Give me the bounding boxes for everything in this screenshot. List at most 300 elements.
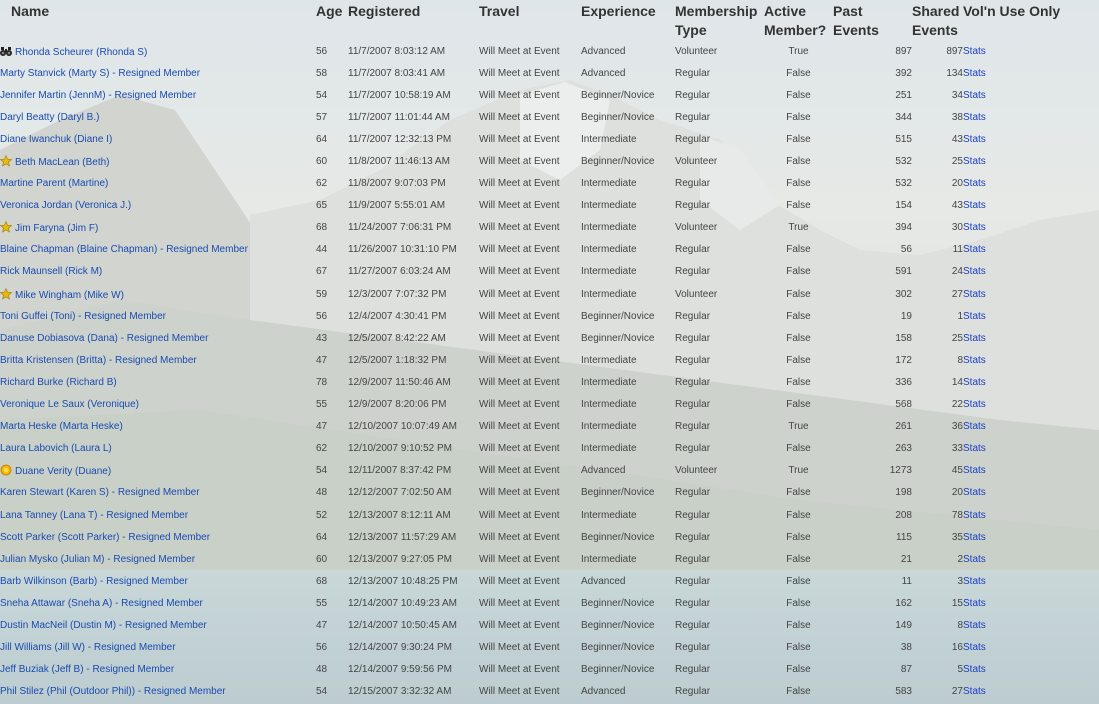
past-events-cell: 336 [895, 376, 912, 388]
header-row [0, 0, 1099, 40]
age-cell: 54 [316, 465, 328, 477]
stats-cell [963, 327, 1099, 349]
active-member-cell: False [786, 156, 811, 168]
stats-cell [963, 637, 1099, 659]
stats-link[interactable]: Stats [963, 376, 986, 388]
member-name-link[interactable]: Beth MacLean (Beth) [15, 157, 110, 169]
age-cell: 68 [316, 222, 328, 234]
experience-cell: Beginner/Novice [581, 531, 655, 543]
shared-events-cell: 11 [952, 244, 963, 256]
shared-events-cell: 43 [951, 200, 963, 212]
age-cell: 58 [316, 67, 328, 79]
member-name-link[interactable]: Diane Iwanchuk (Diane I) [0, 133, 113, 145]
table-row [0, 283, 1099, 305]
stats-cell [963, 217, 1099, 239]
membership-type-cell: Volunteer [675, 156, 718, 168]
member-name-link[interactable]: Richard Burke (Richard B) [0, 376, 117, 388]
registered-cell: 12/11/2007 8:37:42 PM [348, 465, 452, 477]
active-member-cell: False [786, 310, 811, 322]
stats-cell [963, 659, 1099, 681]
age-cell: 43 [316, 332, 328, 344]
age-cell: 54 [316, 89, 328, 101]
travel-cell: Will Meet at Event [479, 222, 560, 234]
table-row [0, 614, 1099, 636]
stats-link[interactable]: Stats [963, 664, 986, 676]
travel-cell: Will Meet at Event [479, 509, 560, 521]
shared-events-cell: 8 [957, 354, 963, 366]
active-member-cell: False [786, 642, 811, 654]
member-name-link[interactable]: Jeff Buziak (Jeff B) - Resigned Member [0, 664, 175, 676]
name-cell [0, 150, 316, 172]
stats-cell [963, 482, 1099, 504]
member-name-link[interactable]: Karen Stewart (Karen S) - Resigned Member [0, 487, 200, 499]
member-name-link[interactable]: Veronica Jordan (Veronica J.) [0, 200, 132, 212]
age-cell: 62 [316, 178, 328, 190]
member-name-link[interactable]: Blaine Chapman (Blaine Chapman) - Resigned Member [0, 244, 248, 256]
stats-cell [963, 438, 1099, 460]
shared-events-cell: 33 [951, 443, 963, 455]
name-cell [0, 173, 316, 195]
active-member-cell: False [786, 354, 811, 366]
stats-cell [963, 614, 1099, 636]
travel-cell: Will Meet at Event [479, 619, 560, 631]
shared-events-cell: 20 [951, 178, 963, 190]
table-row [0, 460, 1099, 482]
active-member-cell: False [786, 133, 811, 145]
past-events-cell: 19 [900, 310, 912, 322]
stats-link[interactable]: Stats [963, 531, 986, 543]
stats-link[interactable]: Stats [963, 642, 986, 654]
active-member-cell: False [786, 597, 811, 609]
membership-type-cell: Regular [675, 575, 711, 587]
travel-cell: Will Meet at Event [479, 597, 560, 609]
age-cell: 56 [316, 642, 328, 654]
name-cell [0, 349, 316, 371]
registered-cell: 12/5/2007 1:18:32 PM [348, 354, 447, 366]
stats-cell [963, 349, 1099, 371]
name-cell [0, 84, 316, 106]
past-events-cell: 263 [895, 443, 912, 455]
member-name-link[interactable]: Duane Verity (Duane) [15, 466, 112, 478]
name-cell [0, 261, 316, 283]
stats-link[interactable]: Stats [963, 266, 986, 278]
shared-events-cell: 27 [951, 686, 963, 698]
membership-type-cell: Regular [675, 332, 711, 344]
active-member-cell: False [786, 619, 811, 631]
table-row [0, 40, 1099, 62]
name-cell [0, 504, 316, 526]
member-name-link[interactable]: Toni Guffei (Toni) - Resigned Member [0, 310, 166, 322]
table-row [0, 371, 1099, 393]
travel-cell: Will Meet at Event [479, 266, 560, 278]
table-row [0, 592, 1099, 614]
stats-link[interactable]: Stats [963, 575, 986, 587]
table-row [0, 504, 1099, 526]
member-name-link[interactable]: Martine Parent (Martine) [0, 178, 109, 190]
shared-events-cell: 38 [951, 111, 963, 123]
travel-cell: Will Meet at Event [479, 642, 560, 654]
membership-type-cell: Volunteer [675, 222, 718, 234]
header-registered[interactable]: Registered [348, 3, 421, 19]
registered-cell: 12/12/2007 7:02:50 AM [348, 487, 452, 499]
active-member-cell: False [786, 686, 811, 698]
shared-events-cell: 1 [957, 310, 963, 322]
header-past-events[interactable]: Past Events [833, 3, 879, 38]
active-member-cell: False [786, 288, 811, 300]
stats-link[interactable]: Stats [963, 354, 986, 366]
stats-cell [963, 526, 1099, 548]
experience-cell: Intermediate [581, 421, 637, 433]
active-member-cell: False [786, 200, 811, 212]
past-events-cell: 87 [900, 664, 912, 676]
member-name-link[interactable]: Laura Labovich (Laura L) [0, 443, 112, 455]
past-events-cell: 583 [895, 686, 912, 698]
name-cell [0, 305, 316, 327]
shared-events-cell: 35 [951, 531, 963, 543]
member-name-link[interactable]: Rick Maunsell (Rick M) [0, 266, 103, 278]
member-name-link[interactable]: Barb Wilkinson (Barb) - Resigned Member [0, 575, 188, 587]
travel-cell: Will Meet at Event [479, 111, 560, 123]
binoculars-icon [0, 45, 12, 57]
travel-cell: Will Meet at Event [479, 421, 560, 433]
past-events-cell: 302 [895, 288, 912, 300]
active-member-cell: False [786, 575, 811, 587]
stats-link[interactable]: Stats [963, 89, 986, 101]
table-row [0, 305, 1099, 327]
active-member-cell: False [786, 67, 811, 79]
table-row [0, 349, 1099, 371]
active-member-cell: True [788, 222, 809, 234]
shared-events-cell: 25 [951, 156, 963, 168]
stats-link[interactable]: Stats [963, 111, 986, 123]
active-member-cell: True [788, 465, 809, 477]
active-member-cell: False [786, 89, 811, 101]
member-name-link[interactable]: Marty Stanvick (Marty S) - Resigned Member [0, 67, 201, 79]
past-events-cell: 532 [895, 156, 912, 168]
stats-cell [963, 84, 1099, 106]
name-cell [0, 614, 316, 636]
header-active-member[interactable]: Active Member? [764, 3, 827, 38]
stats-link[interactable]: Stats [963, 487, 986, 499]
table-row [0, 637, 1099, 659]
experience-cell: Beginner/Novice [581, 487, 655, 499]
active-member-cell: False [786, 178, 811, 190]
travel-cell: Will Meet at Event [479, 553, 560, 565]
travel-cell: Will Meet at Event [479, 376, 560, 388]
stats-link[interactable]: Stats [963, 509, 986, 521]
age-cell: 62 [316, 443, 328, 455]
past-events-cell: 198 [895, 487, 912, 499]
age-cell: 59 [316, 288, 328, 300]
past-events-cell: 344 [895, 111, 912, 123]
member-name-link[interactable]: Jill Williams (Jill W) - Resigned Member [0, 642, 176, 654]
shared-events-cell: 30 [951, 222, 963, 234]
name-cell [0, 416, 316, 438]
name-cell [0, 40, 316, 62]
age-cell: 64 [316, 531, 328, 543]
stats-link[interactable]: Stats [963, 45, 986, 57]
stats-link[interactable]: Stats [963, 200, 986, 212]
age-cell: 60 [316, 553, 328, 565]
table-row [0, 106, 1099, 128]
experience-cell: Intermediate [581, 266, 637, 278]
member-name-link[interactable]: Lana Tanney (Lana T) - Resigned Member [0, 509, 189, 521]
registered-cell: 12/9/2007 11:50:46 AM [348, 376, 451, 388]
age-cell: 64 [316, 133, 328, 145]
stats-cell [963, 371, 1099, 393]
stats-link[interactable]: Stats [963, 67, 986, 79]
shared-events-cell: 20 [951, 487, 963, 499]
membership-type-cell: Regular [675, 399, 711, 411]
stats-cell [963, 548, 1099, 570]
table-row [0, 239, 1099, 261]
membership-type-cell: Volunteer [675, 288, 718, 300]
experience-cell: Advanced [581, 575, 626, 587]
stats-link[interactable]: Stats [963, 332, 986, 344]
stats-link[interactable]: Stats [963, 619, 986, 631]
membership-type-cell: Regular [675, 553, 711, 565]
header-experience[interactable]: Experience [581, 3, 656, 19]
experience-cell: Intermediate [581, 244, 637, 256]
past-events-cell: 56 [900, 244, 912, 256]
star-icon [0, 288, 12, 300]
registered-cell: 12/15/2007 3:32:32 AM [348, 686, 452, 698]
stats-link[interactable]: Stats [963, 244, 986, 256]
past-events-cell: 149 [895, 619, 912, 631]
table-row [0, 526, 1099, 548]
table-row [0, 416, 1099, 438]
member-name-link[interactable]: Julian Mysko (Julian M) - Resigned Member [0, 553, 196, 565]
active-member-cell: False [786, 443, 811, 455]
name-cell [0, 106, 316, 128]
shared-events-cell: 5 [957, 664, 963, 676]
stats-link[interactable]: Stats [963, 553, 986, 565]
table-row [0, 150, 1099, 172]
header-vol-use-only[interactable]: Vol'n Use Only [963, 3, 1061, 19]
registered-cell: 11/7/2007 8:03:41 AM [348, 67, 446, 79]
membership-type-cell: Volunteer [675, 465, 718, 477]
stats-cell [963, 239, 1099, 261]
stats-link[interactable]: Stats [963, 686, 986, 698]
experience-cell: Beginner/Novice [581, 89, 655, 101]
active-member-cell: False [786, 376, 811, 388]
name-cell [0, 460, 316, 482]
stats-link[interactable]: Stats [963, 178, 986, 190]
past-events-cell: 392 [895, 67, 912, 79]
stats-link[interactable]: Stats [963, 310, 986, 322]
age-cell: 54 [316, 686, 328, 698]
experience-cell: Advanced [581, 67, 626, 79]
shared-events-cell: 8 [957, 619, 963, 631]
experience-cell: Beginner/Novice [581, 664, 655, 676]
past-events-cell: 11 [901, 575, 912, 587]
membership-type-cell: Regular [675, 89, 711, 101]
age-cell: 60 [316, 156, 328, 168]
registered-cell: 12/10/2007 10:07:49 AM [348, 421, 457, 433]
travel-cell: Will Meet at Event [479, 332, 560, 344]
registered-cell: 12/13/2007 11:57:29 AM [348, 531, 457, 543]
table-row [0, 570, 1099, 592]
name-cell [0, 681, 316, 703]
registered-cell: 12/13/2007 9:27:05 PM [348, 553, 452, 565]
table-body [0, 40, 1099, 703]
member-name-link[interactable]: Marta Heske (Marta Heske) [0, 421, 123, 433]
stats-link[interactable]: Stats [963, 133, 986, 145]
past-events-cell: 515 [895, 133, 912, 145]
age-cell: 47 [316, 354, 328, 366]
registered-cell: 11/7/2007 12:32:13 PM [348, 133, 452, 145]
membership-type-cell: Regular [675, 642, 711, 654]
stats-cell [963, 460, 1099, 482]
shared-events-cell: 2 [957, 553, 963, 565]
name-cell [0, 570, 316, 592]
name-cell [0, 592, 316, 614]
age-cell: 67 [316, 266, 328, 278]
name-cell [0, 371, 316, 393]
membership-type-cell: Regular [675, 421, 711, 433]
name-cell [0, 62, 316, 84]
age-cell: 55 [316, 399, 328, 411]
shared-events-cell: 3 [957, 575, 963, 587]
experience-cell: Intermediate [581, 553, 637, 565]
star-icon [0, 221, 12, 233]
active-member-cell: False [786, 509, 811, 521]
registered-cell: 12/13/2007 8:12:11 AM [348, 509, 451, 521]
header-age[interactable]: Age [316, 3, 343, 19]
shared-events-cell: 24 [951, 266, 963, 278]
stats-link[interactable]: Stats [963, 222, 986, 234]
stats-cell [963, 195, 1099, 217]
past-events-cell: 261 [895, 421, 912, 433]
past-events-cell: 251 [895, 89, 912, 101]
past-events-cell: 897 [895, 45, 912, 57]
membership-type-cell: Regular [675, 443, 711, 455]
shared-events-cell: 78 [951, 509, 963, 521]
member-name-link[interactable]: Dustin MacNeil (Dustin M) - Resigned Member [0, 619, 207, 631]
shared-events-cell: 25 [951, 332, 963, 344]
name-cell [0, 438, 316, 460]
name-cell [0, 283, 316, 305]
member-name-link[interactable]: Phil Stilez (Phil (Outdoor Phil)) - Resigned Member [0, 686, 226, 698]
age-cell: 52 [316, 509, 328, 521]
registered-cell: 12/4/2007 4:30:41 PM [348, 310, 447, 322]
active-member-cell: False [786, 332, 811, 344]
experience-cell: Intermediate [581, 288, 637, 300]
member-name-link[interactable]: Daryl Beatty (Daryl B.) [0, 111, 100, 123]
table-row [0, 261, 1099, 283]
active-member-cell: False [786, 664, 811, 676]
shared-events-cell: 22 [951, 399, 963, 411]
member-name-link[interactable]: Danuse Dobiasova (Dana) - Resigned Member [0, 332, 209, 344]
header-membership-type[interactable]: Membership Type [675, 3, 758, 38]
header-shared-events[interactable]: Shared Events [912, 3, 960, 38]
stats-link[interactable]: Stats [963, 465, 986, 477]
header-travel[interactable]: Travel [479, 3, 520, 19]
stats-link[interactable]: Stats [963, 421, 986, 433]
stats-link[interactable]: Stats [963, 399, 986, 411]
experience-cell: Beginner/Novice [581, 619, 655, 631]
stats-cell [963, 394, 1099, 416]
stats-link[interactable]: Stats [963, 443, 986, 455]
stats-link[interactable]: Stats [963, 288, 986, 300]
membership-type-cell: Regular [675, 310, 711, 322]
past-events-cell: 208 [895, 509, 912, 521]
travel-cell: Will Meet at Event [479, 686, 560, 698]
registered-cell: 11/26/2007 10:31:10 PM [348, 244, 457, 256]
name-cell [0, 548, 316, 570]
member-name-link[interactable]: Britta Kristensen (Britta) - Resigned Member [0, 354, 197, 366]
past-events-cell: 115 [896, 531, 912, 543]
membership-type-cell: Regular [675, 487, 711, 499]
past-events-cell: 172 [895, 354, 912, 366]
travel-cell: Will Meet at Event [479, 133, 560, 145]
table-row [0, 681, 1099, 703]
past-events-cell: 591 [895, 266, 912, 278]
registered-cell: 11/7/2007 10:58:19 AM [348, 89, 451, 101]
member-name-link[interactable]: Rhonda Scheurer (Rhonda S) [15, 46, 148, 58]
star-icon [0, 155, 12, 167]
past-events-cell: 568 [895, 399, 912, 411]
age-cell: 56 [316, 310, 328, 322]
stats-cell [963, 570, 1099, 592]
registered-cell: 12/3/2007 7:07:32 PM [348, 288, 447, 300]
member-name-link[interactable]: Sneha Attawar (Sneha A) - Resigned Member [0, 597, 203, 609]
member-name-link[interactable]: Veronique Le Saux (Veronique) [0, 399, 139, 411]
experience-cell: Intermediate [581, 399, 637, 411]
registered-cell: 12/5/2007 8:42:22 AM [348, 332, 446, 344]
member-name-link[interactable]: Jim Faryna (Jim F) [15, 223, 99, 235]
stats-link[interactable]: Stats [963, 597, 986, 609]
active-member-cell: False [786, 244, 811, 256]
travel-cell: Will Meet at Event [479, 443, 560, 455]
past-events-cell: 21 [900, 553, 912, 565]
active-member-cell: False [786, 266, 811, 278]
header-name[interactable]: Name [11, 3, 50, 19]
membership-type-cell: Regular [675, 354, 711, 366]
member-name-link[interactable]: Jennifer Martin (JennM) - Resigned Member [0, 89, 197, 101]
stats-cell [963, 261, 1099, 283]
table-row [0, 394, 1099, 416]
table-row [0, 548, 1099, 570]
member-name-link[interactable]: Scott Parker (Scott Parker) - Resigned Member [0, 531, 211, 543]
stats-cell [963, 504, 1099, 526]
experience-cell: Intermediate [581, 200, 637, 212]
name-cell [0, 327, 316, 349]
table-row [0, 217, 1099, 239]
membership-type-cell: Regular [675, 686, 711, 698]
travel-cell: Will Meet at Event [479, 45, 560, 57]
past-events-cell: 38 [900, 642, 912, 654]
travel-cell: Will Meet at Event [479, 531, 560, 543]
stats-cell [963, 128, 1099, 150]
travel-cell: Will Meet at Event [479, 664, 560, 676]
sun-icon [0, 464, 12, 476]
table-row [0, 482, 1099, 504]
travel-cell: Will Meet at Event [479, 200, 560, 212]
stats-link[interactable]: Stats [963, 156, 986, 168]
experience-cell: Beginner/Novice [581, 642, 655, 654]
member-name-link[interactable]: Mike Wingham (Mike W) [15, 289, 124, 301]
experience-cell: Intermediate [581, 354, 637, 366]
age-cell: 56 [316, 45, 328, 57]
membership-type-cell: Volunteer [675, 45, 718, 57]
past-events-cell: 1273 [889, 465, 912, 477]
active-member-cell: False [786, 487, 811, 499]
membership-type-cell: Regular [675, 531, 711, 543]
table-header [0, 0, 1099, 40]
registered-cell: 11/7/2007 8:03:12 AM [348, 45, 446, 57]
age-cell: 44 [316, 244, 328, 256]
